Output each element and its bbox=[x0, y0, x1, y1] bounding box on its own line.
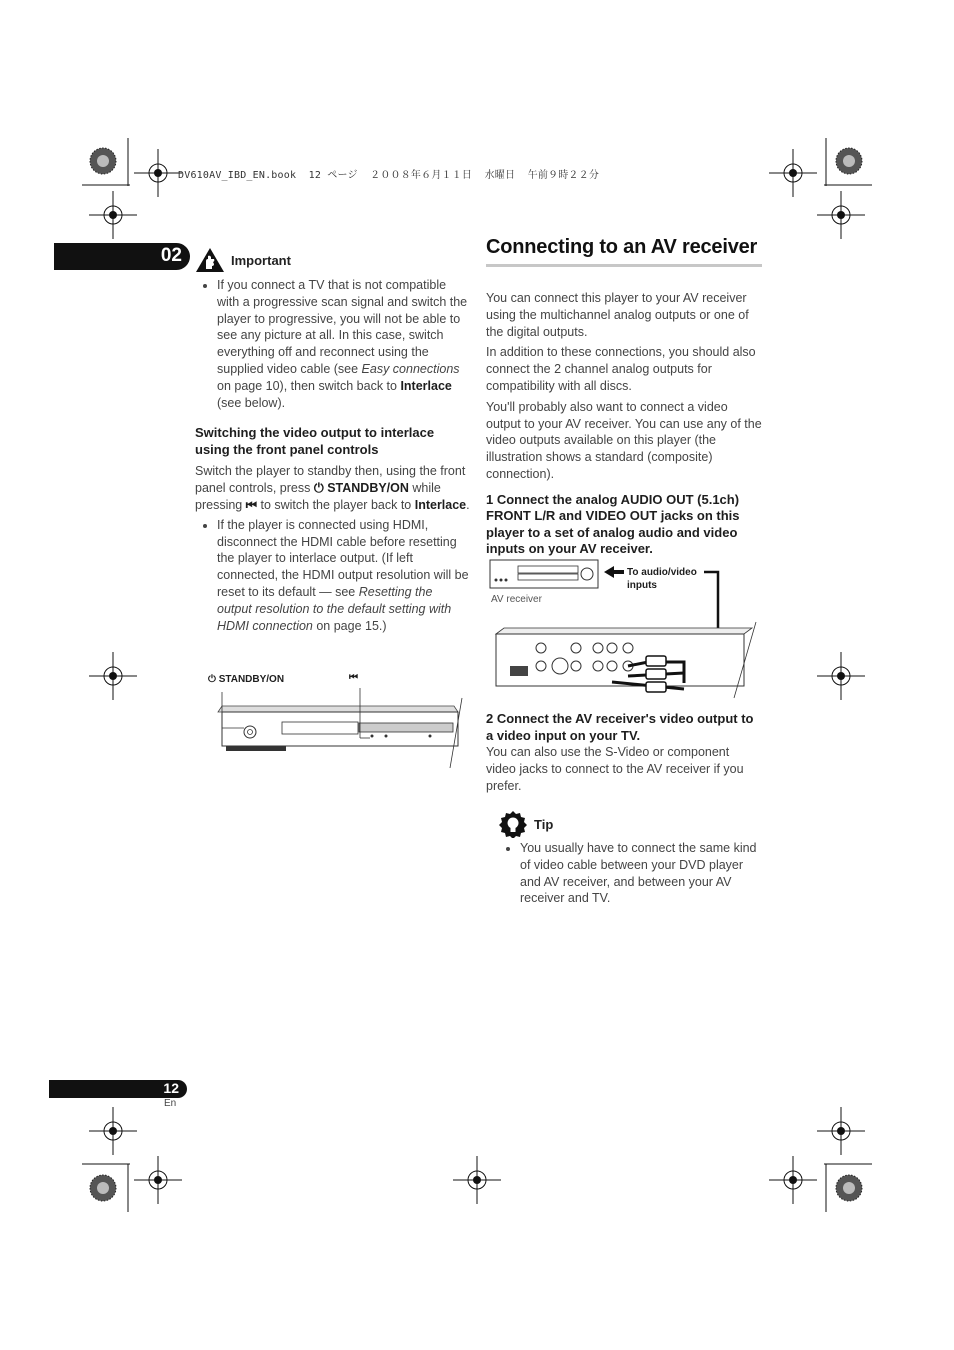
text-run: while pressing bbox=[195, 481, 441, 512]
important-warning-icon bbox=[195, 247, 225, 273]
right-column bbox=[486, 236, 762, 558]
left-column bbox=[195, 247, 470, 634]
figure-prev-label: ⏮ bbox=[349, 672, 358, 683]
chapter-tab bbox=[54, 243, 190, 270]
av-paragraph-4: You can also use the S-Video or component video jacks to connect to the AV receiver if you prefer. bbox=[486, 745, 744, 793]
text-run-italic: Resetting the output resolution to the default setting with HDMI connection bbox=[217, 584, 452, 633]
print-header: DV610AV_IBD_EN.book 12 ページ ２００８年６月１１日 水曜日 午前９時２２分 bbox=[178, 170, 600, 181]
interlace-label: Interlace bbox=[414, 497, 467, 512]
figure-receiver-label: AV receiver bbox=[491, 594, 542, 605]
right-column-lower bbox=[486, 711, 762, 794]
text-run: . bbox=[466, 497, 470, 512]
av-paragraph-1: You can connect this player to your AV receiver using the multichannel analog outputs or one of the digital outputs. bbox=[486, 291, 749, 339]
important-list bbox=[195, 277, 470, 411]
step-1: 1 Connect the analog AUDIO OUT (5.1ch) FRONT L/R and VIDEO OUT jacks on this player to a set of analog audio and video inputs on your AV receiver. bbox=[486, 491, 740, 557]
text-run-bold: Interlace bbox=[400, 378, 452, 393]
chapter-number: 02 bbox=[160, 245, 182, 266]
av-paragraph-3: You'll probably also want to connect a video output to your AV receiver. You can use any of the video outputs available on this player (the illustration shows a standard (composite) connection). bbox=[486, 399, 762, 481]
tip-box bbox=[498, 810, 762, 907]
av-receiver-connection-illustration bbox=[488, 556, 760, 700]
step-2: 2 Connect the AV receiver's video output to a video input on your TV. bbox=[486, 711, 754, 743]
section-title: Connecting to an AV receiver bbox=[486, 236, 762, 267]
prev-symbol: ⏮ bbox=[245, 497, 257, 512]
text-run: (see below). bbox=[217, 395, 286, 410]
interlace-paragraph bbox=[195, 463, 470, 513]
tip-list bbox=[498, 840, 762, 907]
tip-lightbulb-icon bbox=[498, 810, 528, 838]
av-paragraph-2: In addition to these connections, you should also connect the 2 channel analog outputs for compatibility with all discs. bbox=[486, 345, 756, 393]
tip-heading bbox=[498, 810, 762, 838]
text-run: to switch the player back to bbox=[257, 497, 415, 512]
list-item bbox=[217, 517, 470, 635]
interlace-list bbox=[195, 517, 470, 635]
interlace-heading: Switching the video output to interlace using the front panel controls bbox=[195, 425, 435, 457]
standby-label: STANDBY/ON bbox=[327, 481, 409, 496]
text-run: Switch the player to standby then, using the front panel controls, press bbox=[195, 464, 466, 496]
page-tab bbox=[49, 1080, 187, 1098]
list-item: • You usually have to connect the same kind of video cable between your DVD player and AV receiver, and between your AV receiver and TV. bbox=[520, 840, 762, 907]
text-run: If you connect a TV that is not compatible with a progressive scan signal and switch the player to progressive, you will not be able to see any picture at all. In this case, switch everything off and reconnect using the supplied video cable (see bbox=[217, 278, 468, 376]
figure-arrow-label: To audio/video inputs bbox=[627, 567, 697, 591]
page-language: En bbox=[164, 1098, 177, 1109]
front-panel-illustration bbox=[214, 688, 476, 768]
standby-symbol: ⏻ bbox=[313, 481, 324, 496]
figure-standby-label: ⏻ STANDBY/ON bbox=[208, 674, 285, 685]
text-run: on page 10), then switch back to bbox=[217, 378, 401, 393]
important-heading-text: Important bbox=[231, 252, 291, 268]
text-run: on page 15.) bbox=[312, 618, 387, 633]
list-item bbox=[217, 277, 470, 411]
text-run: If the player is connected using HDMI, disconnect the HDMI cable before resetting the player to interlace output. (If left connected, the HDMI output resolution will be reset to its default — see bbox=[217, 517, 469, 599]
important-heading bbox=[195, 247, 470, 273]
page-number: 12 bbox=[163, 1080, 179, 1096]
tip-heading-text: Tip bbox=[534, 816, 554, 832]
text-run-italic: Easy connections bbox=[361, 361, 460, 376]
